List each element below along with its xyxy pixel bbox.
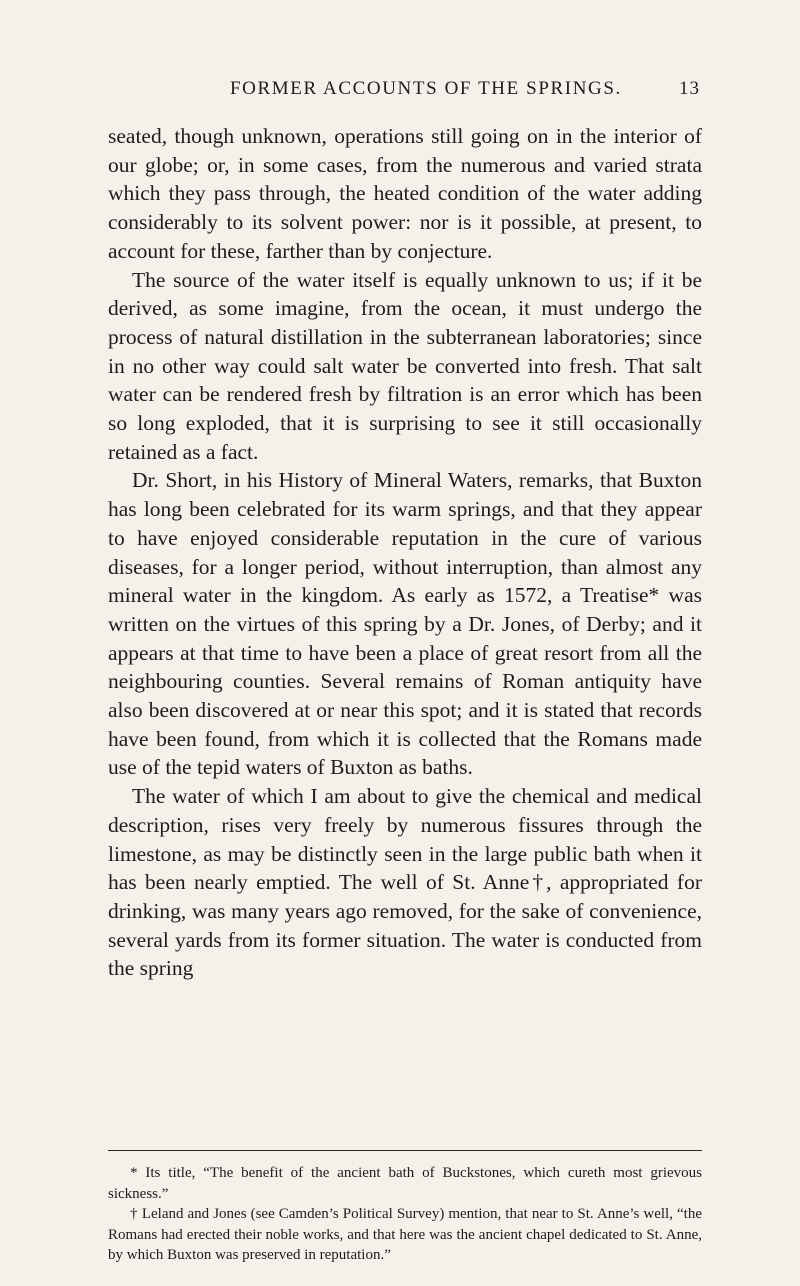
- body-text: [108, 122, 702, 983]
- paragraph-dr-short: Dr. Short, in his History of Mineral Waters, remarks, that Buxton has long been celebrated for its warm springs, and that they appear to have enjoyed considerable reputation in the cure of various diseases, for a longer period, without interruption, than almost any mineral water in the kingdom. As early as 1572, a Treatise* was written on the virtues of this spring by a Dr. Jones, of Derby; and it appears at that time to have been a place of great resort from all the neighbouring counties. Several remains of Roman antiquity have also been discovered at or near this spot; and it is stated that records have been found, from which it is collected that the Romans made use of the tepid waters of Buxton as baths.: [108, 468, 702, 780]
- footnote-treatise: * Its title, “The benefit of the ancient bath of Buckstones, which cureth most grievous sickness.”: [108, 1165, 702, 1202]
- page-number: 13: [679, 78, 700, 99]
- paragraph-continued: seated, though unknown, operations still going on in the interior of our globe; or, in some cases, from the numerous and varied strata which they pass through, the heated condition of the water adding considerably to its solvent power: nor is it possible, at present, to account for these, farther than by conjecture.: [108, 124, 702, 263]
- paragraph-water-source: The source of the water itself is equally unknown to us; if it be derived, as some imagine, from the ocean, it must undergo the process of natural distillation in the subterranean laboratories; since in no other way could salt water be converted into fresh. That salt water can be rendered fresh by filtration is an error which has been so long exploded, that it is surprising to see it still occasionally retained as a fact.: [108, 267, 702, 464]
- page-header: [110, 78, 700, 108]
- footnote-divider: [108, 1150, 702, 1151]
- running-head: FORMER ACCOUNTS OF THE SPRINGS.: [230, 78, 622, 99]
- footnote-leland-jones: † Leland and Jones (see Camden’s Political Survey) mention, that near to St. Anne’s well, “the Romans had erected their noble works, and that here was the ancient chapel dedicated to St. Anne, by which Buxton was preserved in reputation.”: [108, 1206, 702, 1263]
- paragraph-water-description: The water of which I am about to give the chemical and medical description, rises very freely by numerous fissures through the limestone, as may be distinctly seen in the large public bath when it has been nearly emptied. The well of St. Anne†, appropriated for drinking, was many years ago removed, for the sake of convenience, several yards from its former situation. The water is conducted from the spring: [108, 784, 702, 981]
- footnotes: [108, 1163, 702, 1266]
